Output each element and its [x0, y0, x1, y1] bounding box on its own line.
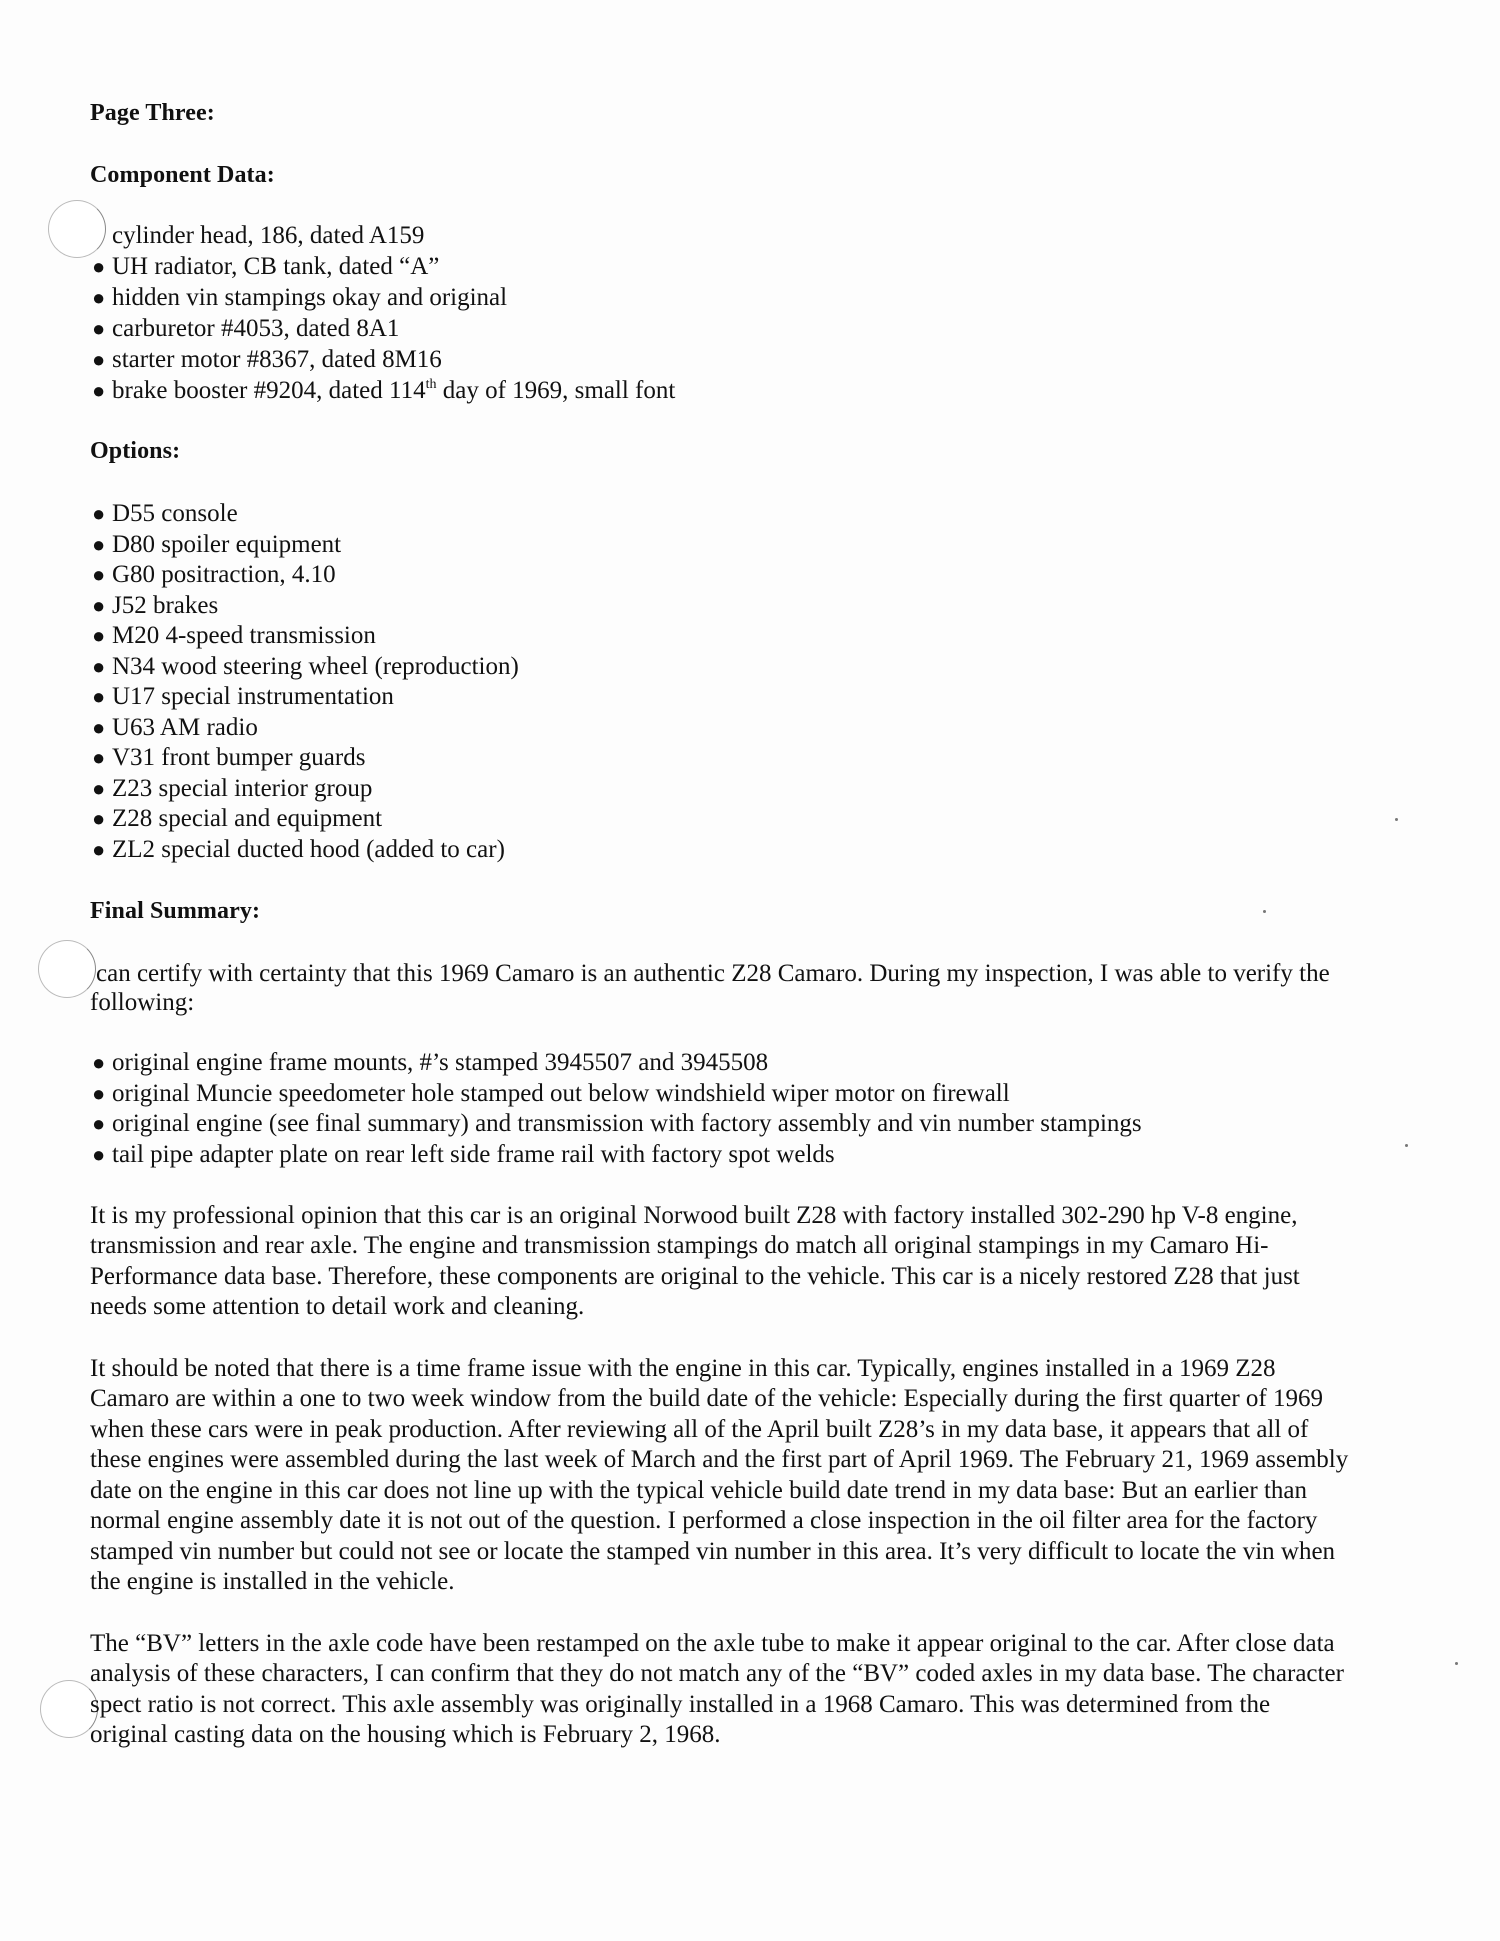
list-item: ● UH radiator, CB tank, dated “A” [92, 253, 440, 280]
hole-punch-mark [38, 940, 96, 998]
bullet-icon: ● [92, 378, 106, 403]
list-item: ● brake booster #9204, dated 114th day of 1969, small font [92, 377, 676, 404]
list-item: ● original Muncie speedometer hole stamped out below windshield wiper motor on firewall [92, 1080, 1010, 1107]
page-title: Page Three: [90, 100, 215, 126]
text-line: The “BV” letters in the axle code have been restamped on the axle tube to make it appear original to the car. After close data [90, 1630, 1335, 1657]
text-line: original casting data on the housing which is February 2, 1968. [90, 1721, 721, 1748]
text-line: spect ratio is not correct. This axle assembly was originally installed in a 1968 Camaro. This was determined from the [90, 1691, 1271, 1718]
text-line: analysis of these characters, I can confirm that they do not match any of the “BV” coded axles in my data base. The character [90, 1660, 1344, 1687]
text-line: It should be noted that there is a time frame issue with the engine in this car. Typically, engines installed in a 1969 Z28 [90, 1355, 1276, 1382]
bullet-icon: ● [92, 1050, 106, 1075]
bullet-icon: ● [92, 593, 106, 618]
list-item: ● starter motor #8367, dated 8M16 [92, 346, 442, 373]
list-item: ● original engine (see final summary) and transmission with factory assembly and vin number stampings [92, 1110, 1142, 1137]
list-item: ● carburetor #4053, dated 8A1 [92, 315, 400, 342]
options-heading: Options: [90, 438, 181, 464]
list-item: ● tail pipe adapter plate on rear left side frame rail with factory spot welds [92, 1141, 835, 1168]
list-item: cylinder head, 186, dated A159 [112, 222, 425, 249]
bullet-icon: ● [92, 715, 106, 740]
component-data-heading: Component Data: [90, 162, 275, 188]
scan-speck [1263, 910, 1266, 913]
text-line: needs some attention to detail work and cleaning. [90, 1293, 585, 1320]
list-item: ● N34 wood steering wheel (reproduction) [92, 653, 519, 680]
bullet-icon: ● [92, 254, 106, 279]
text-line: these engines were assembled during the last week of March and the first part of April 1969. The February 21, 1969 assembly [90, 1446, 1349, 1473]
bullet-icon: ● [92, 1142, 106, 1167]
list-item: ● U63 AM radio [92, 714, 258, 741]
text-line: transmission and rear axle. The engine and transmission stampings do match all original stampings in my Camaro Hi- [90, 1232, 1269, 1259]
text-line: date on the engine in this car does not line up with the typical vehicle build date trend in my data base: But an earlier than [90, 1477, 1307, 1504]
bullet-icon: ● [92, 776, 106, 801]
text-line: when these cars were in peak production. After reviewing all of the April built Z28’s in my data base, it appears that all of [90, 1416, 1309, 1443]
bullet-icon: ● [92, 1081, 106, 1106]
bullet-icon: ● [92, 347, 106, 372]
text-line: following: [90, 989, 195, 1016]
bullet-icon: ● [92, 654, 106, 679]
text-line: Camaro are within a one to two week window from the build date of the vehicle: Especially during the first quarter of 1969 [90, 1385, 1323, 1412]
bullet-icon: ● [92, 285, 106, 310]
text-line: can certify with certainty that this 1969 Camaro is an authentic Z28 Camaro. During my inspection, I was able to verify the [96, 960, 1330, 987]
final-summary-heading: Final Summary: [90, 898, 261, 924]
bullet-icon: ● [92, 806, 106, 831]
bullet-icon: ● [92, 1111, 106, 1136]
text-line: Performance data base. Therefore, these components are original to the vehicle. This car is a nicely restored Z28 that just [90, 1263, 1300, 1290]
list-item: ● Z28 special and equipment [92, 805, 383, 832]
list-item: ● hidden vin stampings okay and original [92, 284, 508, 311]
text-line: normal engine assembly date it is not out of the question. I performed a close inspection in the oil filter area for the factory [90, 1507, 1318, 1534]
text-line: stamped vin number but could not see or locate the stamped vin number in this area. It’s very difficult to locate the vin when [90, 1538, 1336, 1565]
bullet-icon: ● [92, 623, 106, 648]
list-item: ● J52 brakes [92, 592, 219, 619]
bullet-icon: ● [92, 532, 106, 557]
bullet-icon: ● [92, 316, 106, 341]
bullet-icon: ● [92, 501, 106, 526]
list-item: ● ZL2 special ducted hood (added to car) [92, 836, 505, 863]
list-item: ● D55 console [92, 500, 238, 527]
text-line: It is my professional opinion that this car is an original Norwood built Z28 with factory installed 302-290 hp V-8 engine, [90, 1202, 1298, 1229]
list-item: ● V31 front bumper guards [92, 744, 366, 771]
list-item: ● M20 4-speed transmission [92, 622, 376, 649]
list-item: ● original engine frame mounts, #’s stamped 3945507 and 3945508 [92, 1049, 769, 1076]
list-item: ● D80 spoiler equipment [92, 531, 342, 558]
bullet-icon: ● [92, 745, 106, 770]
list-item: ● Z23 special interior group [92, 775, 373, 802]
bullet-icon: ● [92, 837, 106, 862]
list-item: ● U17 special instrumentation [92, 683, 394, 710]
text-line: the engine is installed in the vehicle. [90, 1568, 455, 1595]
bullet-icon: ● [92, 562, 106, 587]
list-item: ● G80 positraction, 4.10 [92, 561, 336, 588]
scan-speck [1395, 818, 1398, 821]
scan-speck [1455, 1662, 1458, 1665]
bullet-icon: ● [92, 684, 106, 709]
scan-speck [1405, 1144, 1408, 1147]
